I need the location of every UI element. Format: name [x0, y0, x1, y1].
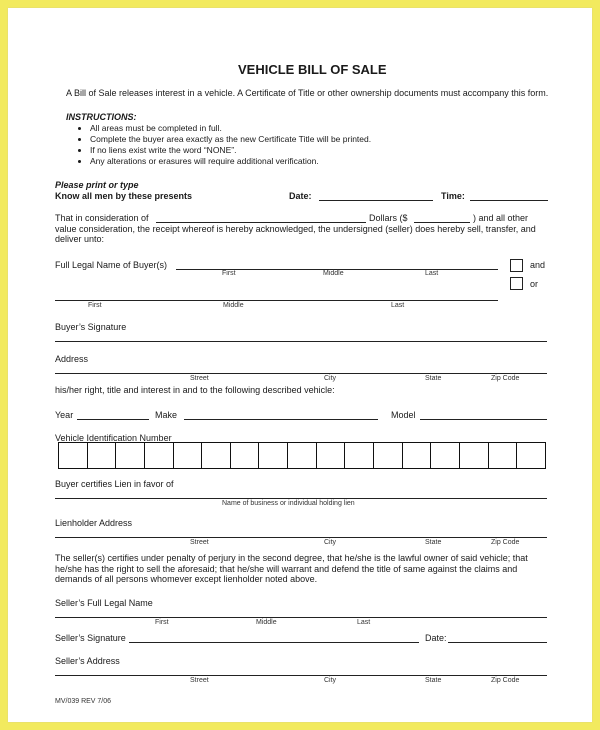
seller-state-label: State	[425, 677, 442, 684]
seller-first-label: First	[155, 619, 169, 626]
vin-box[interactable]	[202, 443, 231, 468]
instruction-item: • All areas must be completed in full.	[90, 123, 371, 134]
vin-box[interactable]	[489, 443, 518, 468]
buyer-signature-label: Buyer’s Signature	[55, 322, 127, 332]
vin-label: Vehicle Identification Number	[55, 433, 172, 443]
seller-name-label: Seller’s Full Legal Name	[55, 598, 153, 608]
vin-box[interactable]	[259, 443, 288, 468]
buyer1-last-label: Last	[425, 270, 439, 277]
and-label: and	[530, 260, 546, 270]
lienholder-address-label: Lienholder Address	[55, 518, 133, 528]
vin-box[interactable]	[431, 443, 460, 468]
form-sheet	[8, 8, 592, 722]
and-checkbox[interactable]	[510, 259, 523, 272]
seller-last-label: Last	[357, 619, 371, 626]
model-field[interactable]	[420, 419, 547, 420]
make-label: Make	[155, 410, 178, 420]
vin-box[interactable]	[517, 443, 545, 468]
model-label: Model	[391, 410, 416, 420]
buyer-address-field[interactable]	[55, 373, 547, 374]
instruction-item: • If no liens exist write the word “NONE”.	[90, 145, 371, 156]
seller-date-field[interactable]	[448, 642, 547, 643]
know-all-men-text: Know all men by these presents	[55, 191, 193, 201]
vin-box[interactable]	[288, 443, 317, 468]
seller-zip-label: Zip Code	[491, 677, 520, 684]
please-print-note: Please print or type	[55, 180, 139, 190]
instructions-list	[76, 123, 371, 167]
seller-street-label: Street	[190, 677, 209, 684]
vin-box[interactable]	[403, 443, 432, 468]
seller-address-label: Seller’s Address	[55, 656, 120, 666]
vin-box[interactable]	[317, 443, 346, 468]
vin-grid	[58, 442, 546, 469]
intro-text: A Bill of Sale releases interest in a vehicle. A Certificate of Title or other ownership documents must accompany this form.	[66, 88, 549, 98]
buyer-street-label: Street	[190, 375, 209, 382]
buyer1-first-label: First	[222, 270, 236, 277]
date-field[interactable]	[319, 200, 433, 201]
lien-label: Buyer certifies Lien in favor of	[55, 479, 174, 489]
lien-city-label: City	[324, 539, 337, 546]
vin-box[interactable]	[145, 443, 174, 468]
seller-address-field[interactable]	[55, 675, 547, 676]
consideration-text: ) and all other value consideration, the receipt whereof is hereby acknowledged, the undersigned (seller) does hereby sell, transfer, and deliver unto:	[55, 213, 536, 244]
buyer2-last-label: Last	[391, 302, 405, 309]
or-checkbox[interactable]	[510, 277, 523, 290]
instruction-item: • Any alterations or erasures will require additional verification.	[90, 156, 371, 167]
seller-middle-label: Middle	[256, 619, 277, 626]
seller-signature-label: Seller’s Signature	[55, 633, 126, 643]
instruction-item: • Complete the buyer area exactly as the new Certificate Title will be printed.	[90, 134, 371, 145]
buyer1-middle-label: Middle	[323, 270, 344, 277]
lien-holder-sublabel: Name of business or individual holding lien	[222, 500, 355, 507]
lien-holder-field[interactable]	[55, 498, 547, 499]
dollars-label: Dollars ($	[369, 213, 408, 223]
buyer-state-label: State	[425, 375, 442, 382]
or-label: or	[530, 279, 539, 289]
seller-date-label: Date:	[425, 633, 447, 643]
vin-box[interactable]	[460, 443, 489, 468]
time-label: Time:	[441, 191, 465, 201]
buyer-city-label: City	[324, 375, 337, 382]
date-label: Date:	[289, 191, 312, 201]
seller-city-label: City	[324, 677, 337, 684]
lienholder-address-field[interactable]	[55, 537, 547, 538]
seller-name-field[interactable]	[55, 617, 547, 618]
buyer2-name-field[interactable]	[55, 300, 498, 301]
consideration-label: That in consideration of	[55, 213, 149, 223]
vin-box[interactable]	[231, 443, 260, 468]
buyer2-middle-label: Middle	[223, 302, 244, 309]
vin-box[interactable]	[116, 443, 145, 468]
buyer2-first-label: First	[88, 302, 102, 309]
make-field[interactable]	[184, 419, 378, 420]
form-title: VEHICLE BILL OF SALE	[238, 62, 387, 77]
lien-street-label: Street	[190, 539, 209, 546]
year-field[interactable]	[77, 419, 149, 420]
time-field[interactable]	[470, 200, 548, 201]
buyer-address-label: Address	[55, 354, 89, 364]
title-transfer-text: his/her right, title and interest in and to the following described vehicle:	[55, 385, 335, 395]
year-label: Year	[55, 410, 74, 420]
form-id: MV/039 REV 7/06	[55, 698, 112, 705]
vin-box[interactable]	[88, 443, 117, 468]
seller-signature-field[interactable]	[129, 642, 419, 643]
buyer-name-label: Full Legal Name of Buyer(s)	[55, 260, 168, 270]
buyer-signature-field[interactable]	[55, 341, 547, 342]
seller-certification-text: The seller(s) certifies under penalty of perjury in the second degree, that he/she is the lawful owner of said vehicle; that he/she has the right to sell the aforesaid; that he/she will warrant and defend the title of same against the claims and demands of all persons whomever except lienholder noted above.	[55, 553, 528, 584]
vin-box[interactable]	[345, 443, 374, 468]
vin-box[interactable]	[374, 443, 403, 468]
lien-zip-label: Zip Code	[491, 539, 520, 546]
vin-box[interactable]	[59, 443, 88, 468]
buyer-zip-label: Zip Code	[491, 375, 520, 382]
lien-state-label: State	[425, 539, 442, 546]
instructions-heading: INSTRUCTIONS:	[66, 112, 137, 122]
vin-box[interactable]	[174, 443, 203, 468]
